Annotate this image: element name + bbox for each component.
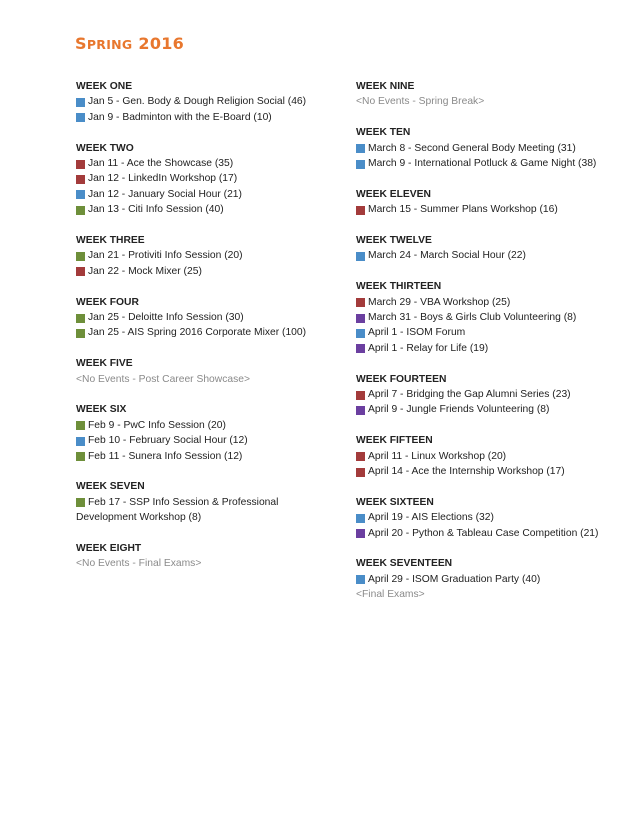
week-title: WEEK SIX [76, 404, 127, 416]
category-square-icon [356, 406, 365, 415]
event-item [356, 464, 626, 479]
category-square-icon [356, 144, 365, 153]
week-title: WEEK THIRTEEN [356, 281, 442, 293]
event-item [356, 526, 626, 541]
week-block [76, 233, 346, 279]
event-item [356, 248, 626, 263]
event-item [356, 141, 626, 156]
event-item [76, 171, 346, 186]
week-title: WEEK FOURTEEN [356, 373, 447, 385]
event-label: April 7 - Bridging the Gap Alumni Series (23) [368, 389, 571, 401]
event-label: March 31 - Boys & Girls Club Volunteering (8) [368, 312, 577, 324]
event-label: Feb 17 - SSP Info Session & Professional [88, 496, 279, 508]
event-item [356, 402, 626, 417]
event-label: April 20 - Python & Tableau Case Competition (21) [368, 527, 599, 539]
event-item [76, 495, 346, 510]
week-title: WEEK FOUR [76, 296, 139, 308]
event-item [356, 202, 626, 217]
no-events-note: <No Events - Final Exams> [76, 558, 202, 570]
category-square-icon [76, 421, 85, 430]
week-block [356, 79, 626, 110]
category-square-icon [76, 314, 85, 323]
week-title: WEEK FIFTEEN [356, 435, 433, 447]
no-events-note: <No Events - Spring Break> [356, 96, 485, 108]
week-title: WEEK ONE [76, 81, 133, 92]
category-square-icon [356, 252, 365, 261]
week-title: WEEK THREE [76, 235, 145, 247]
event-label: Feb 10 - February Social Hour (12) [88, 435, 248, 447]
event-label: Jan 25 - AIS Spring 2016 Corporate Mixer (100) [88, 327, 307, 339]
event-label: Feb 9 - PwC Info Session (20) [88, 419, 226, 431]
event-label: March 15 - Summer Plans Workshop (16) [368, 204, 558, 216]
week-title: WEEK NINE [356, 81, 415, 92]
week-title: WEEK EIGHT [76, 543, 142, 555]
week-block [356, 372, 626, 418]
no-events-note: <No Events - Post Career Showcase> [76, 373, 250, 385]
event-item [76, 110, 346, 125]
category-square-icon [76, 190, 85, 199]
event-item [76, 418, 346, 433]
event-item [356, 310, 626, 325]
week-title: WEEK SEVEN [76, 481, 145, 493]
week-block [76, 541, 346, 572]
event-label: April 11 - Linux Workshop (20) [368, 450, 507, 462]
event-label: April 19 - AIS Elections (32) [368, 512, 494, 524]
event-item [76, 187, 346, 202]
category-square-icon [76, 160, 85, 169]
page-title: SPRING 2016 [75, 34, 185, 53]
event-item [76, 264, 346, 279]
event-label: April 1 - ISOM Forum [368, 327, 466, 339]
event-item [356, 572, 626, 587]
event-label: Jan 21 - Protiviti Info Session (20) [88, 250, 243, 262]
category-square-icon [356, 314, 365, 323]
event-label: April 1 - Relay for Life (19) [368, 342, 489, 354]
week-title: WEEK FIVE [76, 358, 133, 370]
category-square-icon [76, 98, 85, 107]
event-item [76, 94, 346, 109]
week-block [356, 187, 626, 218]
week-title: WEEK TWO [76, 142, 134, 154]
week-block [76, 79, 346, 125]
category-square-icon [356, 206, 365, 215]
event-item [76, 449, 346, 464]
category-square-icon [76, 206, 85, 215]
event-item [76, 433, 346, 448]
week-block [76, 479, 346, 525]
event-label: Jan 9 - Badminton with the E-Board (10) [88, 111, 272, 123]
category-square-icon [356, 329, 365, 338]
week-block [76, 356, 346, 387]
week-block [76, 141, 346, 218]
category-square-icon [356, 452, 365, 461]
event-label: Jan 5 - Gen. Body & Dough Religion Social (46) [88, 96, 307, 108]
category-square-icon [76, 267, 85, 276]
category-square-icon [76, 437, 85, 446]
week-title: WEEK TEN [356, 127, 411, 139]
event-label: Feb 11 - Sunera Info Session (12) [88, 450, 243, 462]
category-square-icon [76, 329, 85, 338]
week-title: WEEK SIXTEEN [356, 496, 434, 508]
event-item [76, 310, 346, 325]
week-block [356, 495, 626, 541]
category-square-icon [356, 391, 365, 400]
week-block [356, 279, 626, 356]
event-item [76, 156, 346, 171]
event-label: March 8 - Second General Body Meeting (31) [368, 142, 576, 154]
event-label: Jan 25 - Deloitte Info Session (30) [88, 312, 244, 324]
event-label: Jan 12 - January Social Hour (21) [88, 188, 242, 200]
event-item [356, 295, 626, 310]
event-item [356, 341, 626, 356]
week-title: WEEK SEVENTEEN [356, 558, 453, 570]
event-item [76, 248, 346, 263]
week-block [76, 402, 346, 464]
category-square-icon [356, 529, 365, 538]
event-item [76, 202, 346, 217]
week-block [356, 125, 626, 171]
category-square-icon [356, 575, 365, 584]
week-block [76, 295, 346, 341]
week-block [356, 233, 626, 264]
right-column [356, 79, 626, 618]
event-label-continuation: Development Workshop (8) [76, 512, 202, 524]
event-label: Jan 12 - LinkedIn Workshop (17) [88, 173, 238, 185]
week-block [356, 556, 626, 602]
left-column [76, 79, 346, 587]
event-label: April 14 - Ace the Internship Workshop (17) [368, 466, 565, 478]
event-item [356, 449, 626, 464]
event-item [356, 156, 626, 171]
week-title: WEEK TWELVE [356, 235, 432, 247]
category-square-icon [76, 498, 85, 507]
event-label: March 24 - March Social Hour (22) [368, 250, 526, 262]
category-square-icon [76, 252, 85, 261]
category-square-icon [356, 344, 365, 353]
event-item [76, 325, 346, 340]
category-square-icon [356, 298, 365, 307]
event-label: March 29 - VBA Workshop (25) [368, 296, 511, 308]
week-title: WEEK ELEVEN [356, 188, 431, 200]
category-square-icon [76, 175, 85, 184]
event-label: Jan 11 - Ace the Showcase (35) [88, 158, 234, 170]
event-label: March 9 - International Potluck & Game Night (38) [368, 158, 597, 170]
event-item [356, 387, 626, 402]
event-label: Jan 13 - Citi Info Session (40) [88, 204, 224, 216]
category-square-icon [76, 113, 85, 122]
category-square-icon [356, 468, 365, 477]
category-square-icon [356, 160, 365, 169]
final-exams-note: <Final Exams> [356, 589, 425, 601]
week-block [356, 433, 626, 479]
event-label: April 9 - Jungle Friends Volunteering (8) [368, 404, 550, 416]
category-square-icon [356, 514, 365, 523]
event-item [356, 510, 626, 525]
event-label: Jan 22 - Mock Mixer (25) [88, 265, 202, 277]
category-square-icon [76, 452, 85, 461]
event-item [356, 325, 626, 340]
event-label: April 29 - ISOM Graduation Party (40) [368, 573, 541, 585]
